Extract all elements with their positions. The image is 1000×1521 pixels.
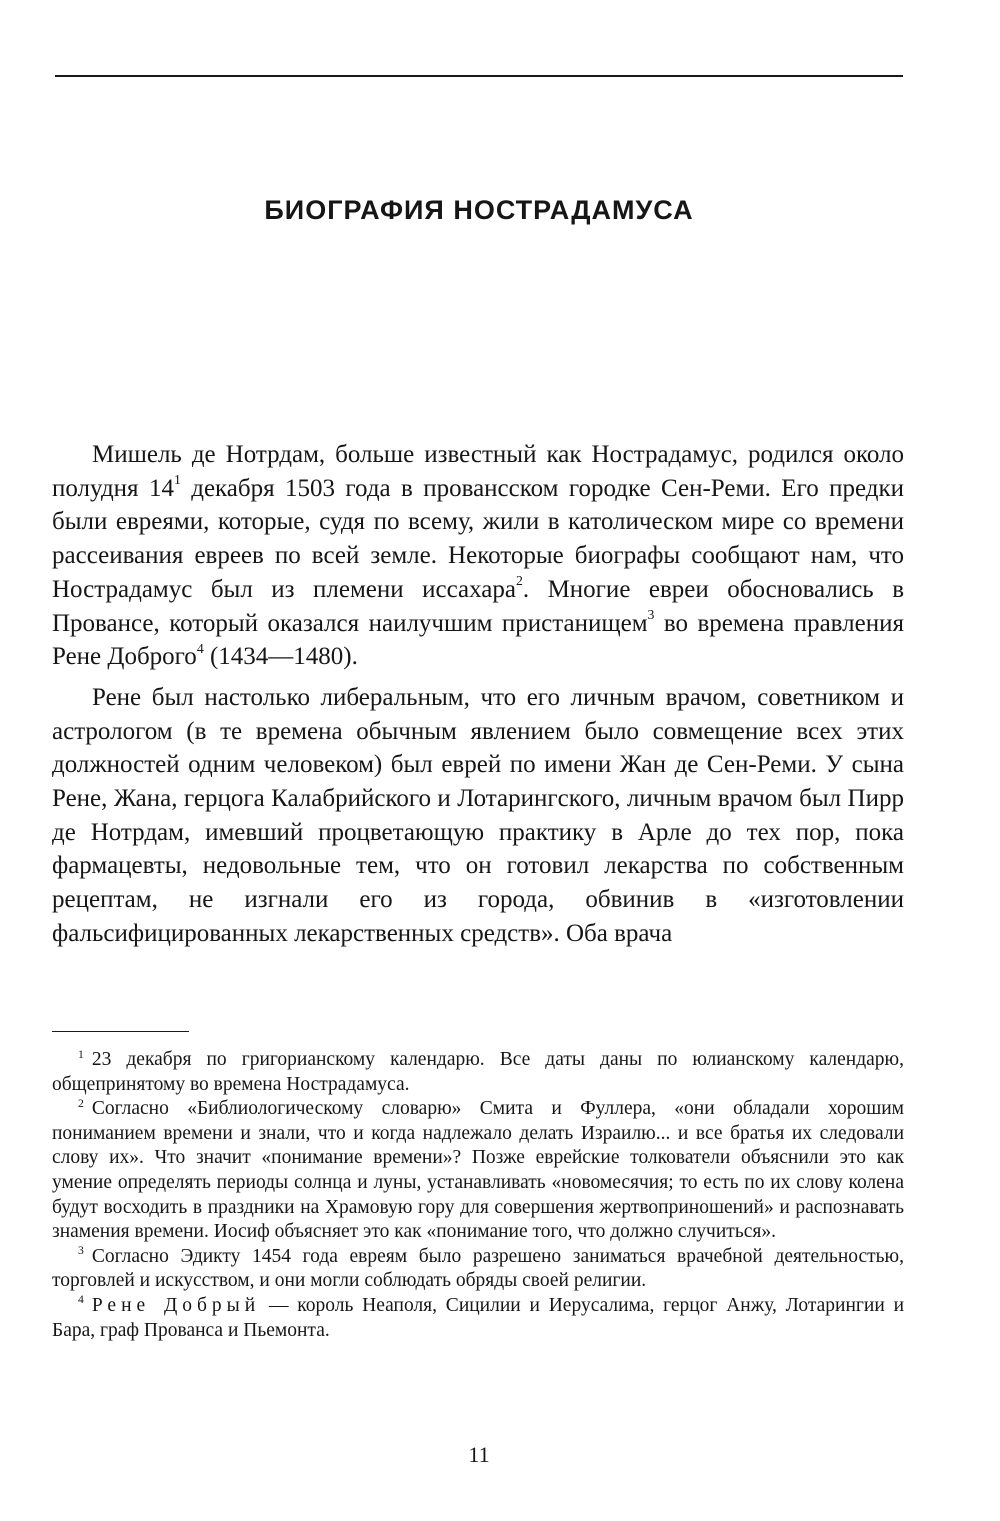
- paragraph-text: (1434—1480).: [203, 643, 358, 671]
- paragraph: Рене был настолько либеральным, что его личным врачом, советником и астрологом (в те времена обычным явлением было совмещение всех этих должностей одним человеком) был еврей по имени Жан де Сен-Реми. У сына Рене, Жана, герцога Калабрийского и Лотарингского, личным врачом был Пирр де Нотрдам, имевший процветающую практику в Арле до тех пор, пока фармацевты, недовольные тем, что он готовил лекарства по собственным рецептам, не изгнали его из города, обвинив в «изготовлении фальсифицированных лекарственных средств». Оба врача: [52, 683, 904, 947]
- footnote-text: — король Неаполя, Сицилии и Иерусалима, герцог Анжу, Лотарингии и Бара, граф Прованса и Пьемонта.: [52, 1294, 905, 1341]
- footnote-ref[interactable]: 1: [173, 472, 181, 488]
- paragraph-text: . Многие евреи обосновались в Провансе, который оказался наилучшим пристанищем: [52, 575, 904, 637]
- header-rule: [55, 75, 903, 77]
- footnote-marker: 1: [78, 1047, 84, 1061]
- footnote: [52, 1245, 904, 1294]
- paragraph-text: Мишель де Нотрдам, больше известный как Нострадамус, родился около полудня 14: [52, 441, 904, 502]
- footnote-separator: [52, 1031, 189, 1032]
- paragraph-text: во времена правления Рене Доброго: [52, 609, 904, 671]
- footnote-text: 23 декабря по григорианскому календарю. Все даты даны по юлианскому календарю, общепринятому во времена Нострадамуса.: [52, 1049, 904, 1095]
- footnote-ref[interactable]: 4: [196, 640, 204, 656]
- footnote-marker: 3: [78, 1244, 84, 1258]
- footnote-text: Согласно «Библиологическому словарю» Смита и Фуллера, «они обладали хорошим пониманием времени и знали, что и когда надлежало делать Израилю... и все братья их следовали слову их». Что значит «понимание времени»? Позже еврейские толкователи объяснили это как умение определять периоды солнца и луны, устанавливать «новомесячия; то есть по их слову колена будут восходить в праздники на Храмовую гору для совершения жертвоприношений» и распознавать знамения времени. Иосиф объясняет это как «понимание того, что должно случиться».: [52, 1098, 904, 1243]
- page-number: 11: [468, 1442, 490, 1467]
- footnote-marker: 2: [78, 1096, 84, 1110]
- body-text: [52, 438, 904, 951]
- chapter-title: БИОГРАФИЯ НОСТРАДАМУСА: [264, 195, 694, 225]
- paragraph-text: декабря 1503 года в провансском городке Сен-Реми. Его предки были евреями, которые, судя по всему, жили в католическом мире со времени рассеивания евреев по всей земле. Некоторые биографы сообщают нам, что Нострадамус был из племени иссахара: [52, 474, 904, 603]
- footnotes: [52, 1048, 904, 1343]
- footnote: [52, 1048, 904, 1097]
- footnote: [52, 1294, 904, 1343]
- footnote: [52, 1097, 904, 1245]
- footnote-term: Рене Добрый: [91, 1294, 261, 1316]
- footnote-ref[interactable]: 2: [515, 573, 523, 589]
- footnote-text: Согласно Эдикту 1454 года евреям было разрешено заниматься врачебной деятельностью, торговлей и искусством, и они могли соблюдать обряды своей религии.: [52, 1245, 904, 1292]
- footnote-ref[interactable]: 3: [647, 607, 655, 623]
- footnote-marker: 4: [78, 1293, 84, 1307]
- paragraph: [52, 438, 904, 674]
